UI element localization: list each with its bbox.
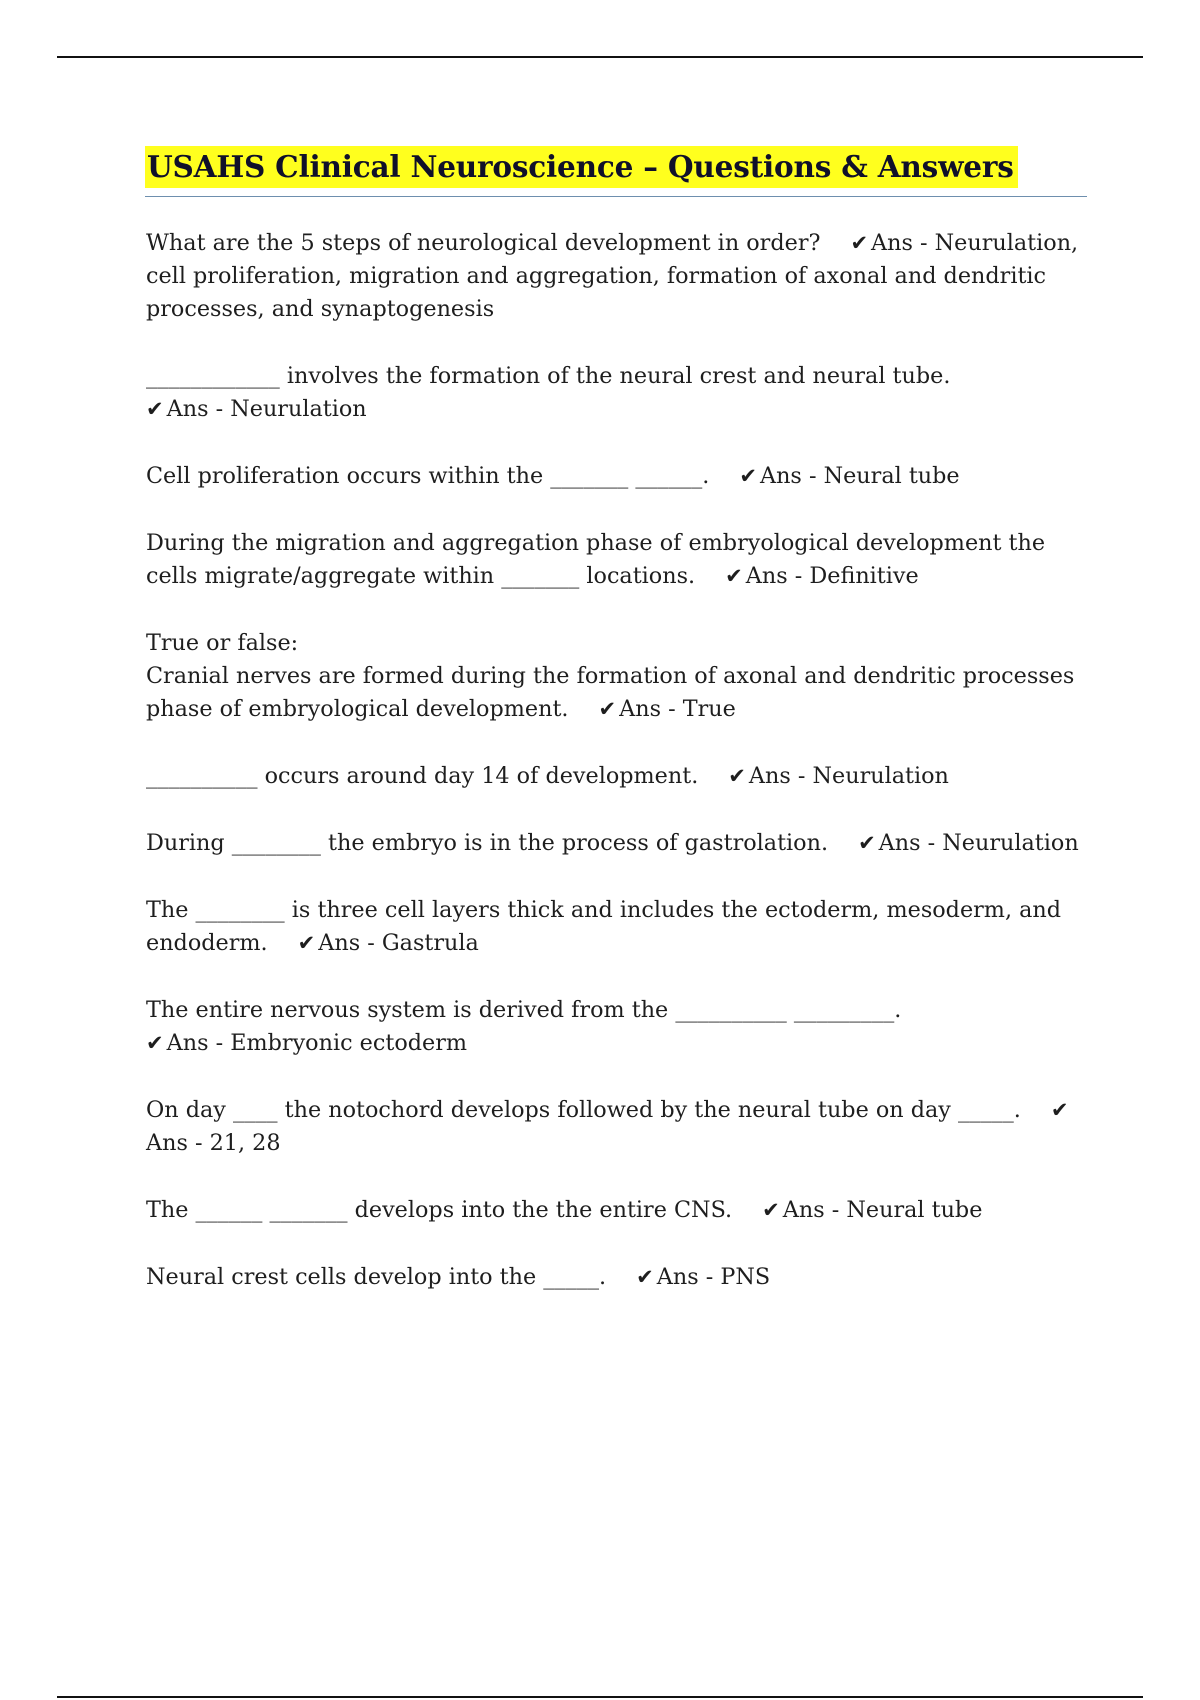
- question-text: The ______ _______ develops into the the entire CNS.: [146, 1197, 733, 1223]
- ans-label: Ans: [748, 763, 791, 789]
- qa-item-6: [146, 760, 1096, 793]
- ans-separator: -: [912, 230, 935, 256]
- ans-separator: -: [360, 930, 382, 956]
- answer-text: True: [682, 696, 736, 722]
- ans-separator: -: [698, 1264, 721, 1290]
- ans-separator: -: [208, 1030, 231, 1056]
- question-text: On day ____ the notochord develops followed by the neural tube on day _____.: [146, 1097, 1021, 1123]
- ans-separator: -: [661, 696, 683, 722]
- qa-item-12: [146, 1261, 1096, 1294]
- answer-text: Neural tube: [846, 1197, 983, 1223]
- ans-separator: -: [824, 1197, 847, 1223]
- title-block: [145, 146, 1087, 197]
- ans-label: Ans: [878, 830, 921, 856]
- question-text-line2: Cranial nerves are formed during the formation of axonal and dendritic processes phase of embryological development.: [146, 663, 1082, 722]
- question-text: The entire nervous system is derived from the __________ _________.: [146, 997, 902, 1023]
- answer-text: Definitive: [809, 563, 919, 589]
- question-text: True or false:: [146, 630, 299, 656]
- ans-separator: -: [790, 763, 813, 789]
- question-text: What are the 5 steps of neurological development in order?: [146, 230, 821, 256]
- answer-text: Neurulation: [942, 830, 1079, 856]
- question-text: The ________ is three cell layers thick and includes the ectoderm, mesoderm, and endoderm.: [146, 897, 1069, 956]
- check-icon: ✔: [728, 764, 746, 788]
- qa-item-9: [146, 994, 1096, 1060]
- qa-item-11: [146, 1194, 1096, 1227]
- ans-label: Ans: [166, 1030, 209, 1056]
- qa-item-4: [146, 527, 1096, 593]
- ans-separator: -: [208, 396, 231, 422]
- check-icon: ✔: [297, 931, 316, 955]
- check-icon: ✔: [146, 397, 164, 421]
- answer-text: Embryonic ectoderm: [230, 1030, 468, 1056]
- check-icon: ✔: [858, 831, 876, 855]
- ans-separator: -: [187, 1130, 210, 1156]
- qa-item-3: [146, 460, 1096, 493]
- ans-label: Ans: [619, 696, 662, 722]
- check-icon: ✔: [598, 697, 617, 721]
- qa-list: [146, 227, 1096, 1328]
- answer-text: PNS: [720, 1264, 771, 1290]
- answer-text: Gastrula: [381, 930, 479, 956]
- ans-label: Ans: [871, 230, 913, 256]
- page-title: USAHS Clinical Neuroscience – Questions & Answers: [145, 146, 1018, 188]
- question-text: During the migration and aggregation phase of embryological development the cells migrate/aggregate within _______ locations.: [146, 530, 1053, 589]
- check-icon: ✔: [636, 1265, 654, 1289]
- qa-item-1: [146, 227, 1096, 326]
- question-text: ____________ involves the formation of the neural crest and neural tube.: [146, 363, 951, 389]
- ans-label: Ans: [146, 1130, 188, 1156]
- ans-separator: -: [787, 563, 810, 589]
- top-rule: [57, 56, 1143, 58]
- bottom-rule: [57, 1696, 1143, 1698]
- check-icon: ✔: [850, 231, 869, 255]
- question-text: Cell proliferation occurs within the _______ ______.: [146, 463, 710, 489]
- ans-label: Ans: [656, 1264, 699, 1290]
- answer-text: 21, 28: [209, 1130, 281, 1156]
- question-text: Neural crest cells develop into the _____.: [146, 1264, 607, 1290]
- ans-label: Ans: [745, 563, 788, 589]
- question-text: __________ occurs around day 14 of development.: [146, 763, 699, 789]
- answer-text: Neurulation: [230, 396, 367, 422]
- answer-text: Neural tube: [823, 463, 960, 489]
- qa-item-5: [146, 627, 1096, 726]
- qa-item-8: [146, 894, 1096, 960]
- check-icon: ✔: [1050, 1098, 1069, 1122]
- ans-label: Ans: [318, 930, 361, 956]
- question-text: During ________ the embryo is in the process of gastrolation.: [146, 830, 829, 856]
- ans-separator: -: [801, 463, 824, 489]
- ans-separator: -: [920, 830, 943, 856]
- ans-label: Ans: [166, 396, 209, 422]
- ans-label: Ans: [759, 463, 802, 489]
- check-icon: ✔: [146, 1031, 164, 1055]
- qa-item-2: [146, 360, 1096, 426]
- answer-text: Neurulation, cell proliferation, migration and aggregation, formation of axonal and dendritic processes, and synaptogenesis: [146, 230, 1079, 322]
- ans-label: Ans: [782, 1197, 825, 1223]
- qa-item-7: [146, 827, 1096, 860]
- check-icon: ✔: [739, 464, 757, 488]
- check-icon: ✔: [762, 1198, 780, 1222]
- answer-text: Neurulation: [812, 763, 949, 789]
- qa-item-10: [146, 1094, 1096, 1160]
- check-icon: ✔: [725, 564, 743, 588]
